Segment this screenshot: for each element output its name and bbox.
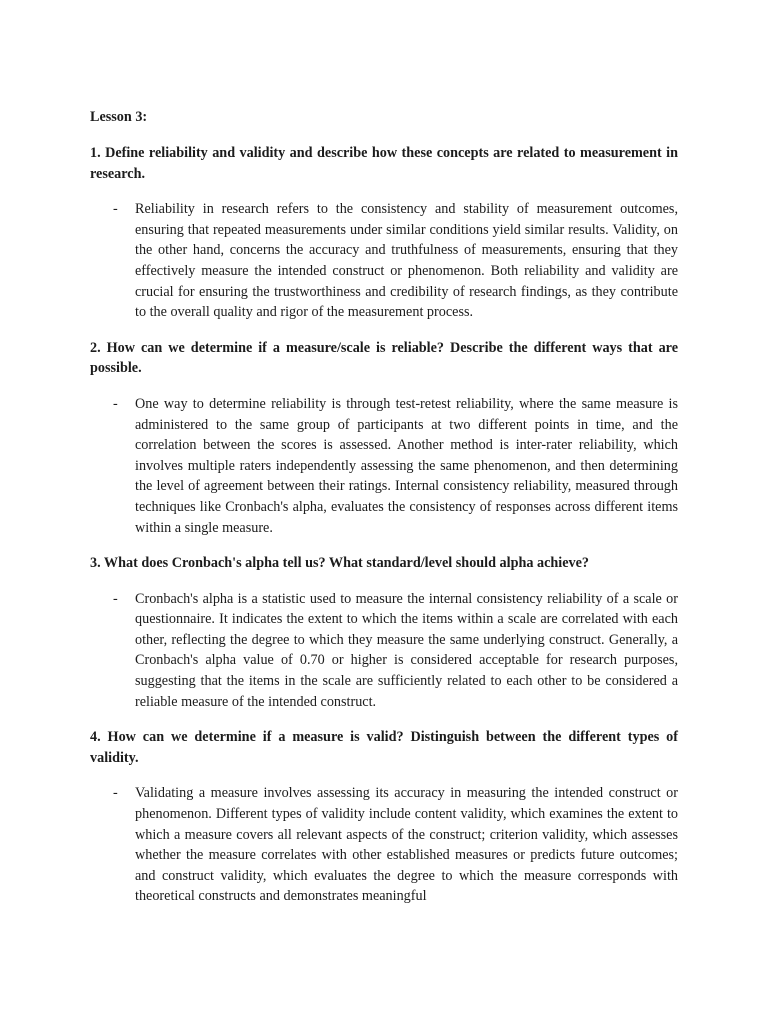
question-3: 3. What does Cronbach's alpha tell us? What standard/level should alpha achieve? bbox=[90, 555, 590, 572]
question-2: 2. How can we determine if a measure/scale is reliable? Describe the different ways that are possible. bbox=[90, 339, 678, 377]
question-4: 4. How can we determine if a measure is valid? Distinguish between the different types of validity. bbox=[90, 729, 678, 766]
document-page bbox=[90, 107, 678, 905]
answer-2 bbox=[90, 394, 678, 538]
answer-2-text: One way to determine reliability is through test-retest reliability, where the same measure is administered to the same group of participants at two different points in time, and the correlation between the scores is assessed. Another method is inter-rater reliability, which involves multiple raters independently assessing the same phenomenon, and then determining the level of agreement between their ratings. Internal consistency reliability, measured through techniques like Cronbach's alpha, evaluates the consistency of responses across different items within a single measure. bbox=[135, 395, 678, 536]
answer-4 bbox=[90, 783, 678, 905]
bullet-dash: - bbox=[113, 590, 118, 607]
bullet-dash: - bbox=[113, 201, 118, 218]
bullet-dash: - bbox=[113, 395, 118, 412]
lesson-title: Lesson 3: bbox=[90, 109, 148, 125]
answer-1 bbox=[90, 199, 678, 323]
bullet-dash: - bbox=[113, 785, 118, 802]
answer-3-text: Cronbach's alpha is a statistic used to measure the internal consistency reliability of a scale or questionnaire. It indicates the extent to which the items within a scale are correlated with each other, reflecting the degree to which they measure the same underlying construct. Generally, a Cronbach's alpha value of 0.70 or higher is considered acceptable for research purposes, suggesting that the items in the scale are sufficiently related to each other to be considered a reliable measure of the intended construct. bbox=[135, 590, 678, 710]
answer-4-text: Validating a measure involves assessing its accuracy in measuring the intended construct or phenomenon. Different types of validity include content validity, which examines the extent to which a measure covers all relevant aspects of the construct; criterion validity, which assesses whether the measure correlates with other established measures or predicts future outcomes; and construct validity, which evaluates the degree to which the measure corresponds with theoretical constructs and demonstrates meaningful bbox=[135, 785, 678, 905]
answer-1-text: Reliability in research refers to the consistency and stability of measurement outcomes, ensuring that repeated measurements under similar conditions yield similar results. Validity, on the other hand, concerns the accuracy and truthfulness of measurements, ensuring that they effectively measure the intended construct or phenomenon. Both reliability and validity are crucial for ensuring the trustworthiness and credibility of research findings, as they contribute to the overall quality and rigor of the measurement process. bbox=[135, 201, 678, 321]
question-1: 1. Define reliability and validity and describe how these concepts are related to measurement in research. bbox=[90, 145, 678, 182]
answer-3 bbox=[90, 589, 678, 713]
